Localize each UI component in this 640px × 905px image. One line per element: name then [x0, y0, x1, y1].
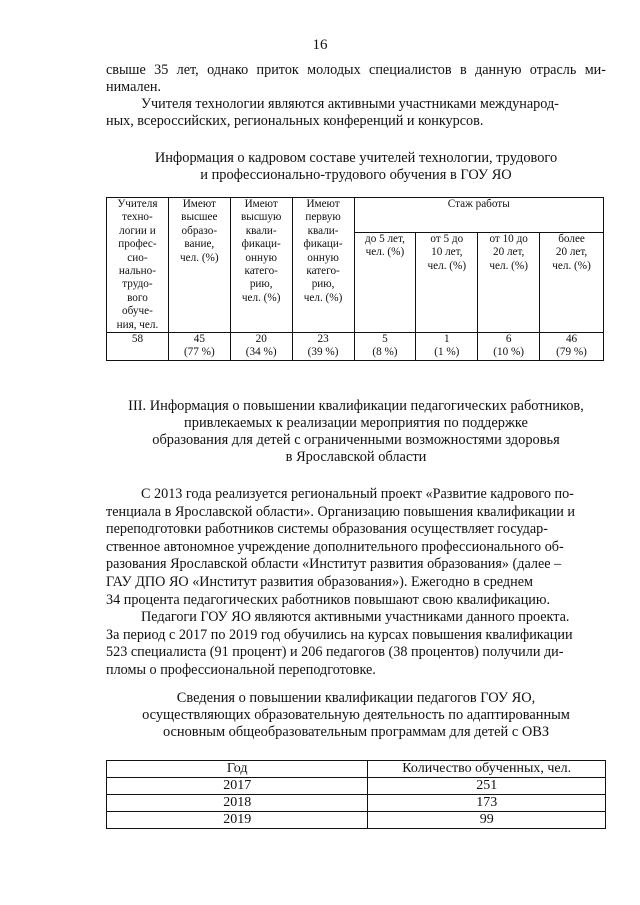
text-line: 34 процента педагогических работников повышают свою квалификацию.	[106, 591, 551, 608]
header-line: квали-	[245, 224, 277, 237]
table2-title	[100, 690, 612, 741]
header-line: чел. (%)	[180, 251, 219, 264]
header-line: логии и	[119, 224, 156, 237]
text-line: За период с 2017 по 2019 год обучились на курсах повышения квалификации	[106, 626, 573, 643]
title-line: и профессионально-трудового обучения в ГОУ ЯО	[200, 167, 512, 183]
table-cell	[107, 333, 169, 361]
cell-line: 6	[505, 333, 512, 346]
header-line: 10 лет,	[431, 246, 463, 259]
text-line: пломы о профессиональной переподготовке.	[106, 661, 376, 678]
section3-paragraph-1	[106, 486, 606, 680]
cell-line: 58	[131, 333, 144, 346]
header-line: от 5 до	[430, 232, 464, 245]
header-line: ния, чел.	[116, 318, 159, 331]
header-line: Имеют	[306, 198, 340, 210]
header-line: высшую	[241, 211, 282, 224]
text-line: С 2013 года реализуется региональный проект «Развитие кадрового по-	[141, 486, 574, 502]
cell-line: (79 %)	[556, 346, 587, 359]
table-cell	[354, 333, 416, 361]
header-line: онную	[307, 251, 339, 264]
text-line: нимален.	[106, 79, 162, 95]
header-line: Имеют	[244, 198, 278, 210]
header-year: Год	[107, 761, 368, 778]
cell-line: (1 %)	[434, 346, 460, 359]
header-line: квали-	[307, 224, 339, 237]
table-cell: 2018	[107, 795, 368, 812]
header-line: вание,	[184, 238, 215, 251]
table-header-row	[107, 761, 606, 778]
header-exp-5-10	[416, 232, 478, 332]
cell-line: (39 %)	[307, 346, 339, 359]
table-cell	[292, 333, 354, 361]
header-line: профес-	[118, 238, 157, 251]
header-line: Учителя	[117, 198, 158, 210]
header-line: Имеют	[182, 198, 216, 210]
header-line: образо-	[181, 224, 218, 237]
paragraph-1	[106, 62, 606, 96]
paragraph-2	[106, 96, 606, 113]
title-line: Сведения о повышении квалификации педагогов ГОУ ЯО,	[176, 690, 536, 706]
cell-line: 20	[255, 333, 267, 346]
header-line: чел. (%)	[241, 291, 281, 304]
title-line: Информация о кадровом составе учителей технологии, трудового	[154, 150, 558, 166]
table-cell	[416, 333, 478, 361]
header-line: катего-	[306, 265, 340, 278]
header-line: онную	[245, 251, 277, 264]
cell-line: 45	[193, 333, 205, 346]
header-teachers	[107, 198, 169, 333]
header-exp-over-20	[540, 232, 604, 332]
table-cell	[230, 333, 292, 361]
text-line: 523 специалиста (91 процент) и 206 педагогов (38 процентов) получили ди-	[106, 644, 564, 661]
page-number: 16	[312, 37, 328, 53]
intro-text	[106, 62, 606, 130]
title-line: привлекаемых к реализации мероприятия по поддержке	[184, 415, 528, 431]
text-line: Учителя технологии являются активными участниками международ-	[141, 96, 559, 112]
header-line: вого	[127, 291, 148, 304]
header-line: чел. (%)	[303, 291, 343, 304]
table-cell: 251	[368, 778, 606, 795]
header-line: до 5 лет,	[365, 232, 405, 245]
header-line: чел. (%)	[427, 259, 467, 272]
header-line: от 10 до	[489, 232, 528, 245]
title-line: III. Информация о повышении квалификации педагогических работников,	[128, 398, 584, 414]
section3-title	[100, 398, 612, 466]
header-line: катего-	[244, 265, 278, 278]
header-line: нально-	[118, 265, 156, 278]
header-work-experience	[354, 198, 604, 233]
paragraph-2-cont	[106, 113, 606, 130]
text-line: тенциала в Ярославской области». Организацию повышения квалификации и	[106, 503, 575, 520]
text-line: ственное автономное учреждение дополнительного профессионального об-	[106, 538, 564, 555]
header-line: высшее	[181, 211, 218, 224]
header-line: чел. (%)	[365, 246, 405, 259]
header-exp-10-20	[478, 232, 540, 332]
header-line: чел. (%)	[489, 259, 528, 272]
cell-line: 1	[444, 333, 450, 346]
cell-line: (77 %)	[183, 346, 215, 359]
title-line: в Ярославской области	[285, 449, 427, 465]
header-trained-count: Количество обученных, чел.	[368, 761, 606, 778]
header-line: 20 лет,	[492, 246, 525, 259]
header-exp-under-5	[354, 232, 416, 332]
table-cell	[168, 333, 230, 361]
table-cell	[540, 333, 604, 361]
header-line: более	[558, 232, 585, 245]
header-line: фикаци-	[303, 238, 343, 251]
text-line: ных, всероссийских, региональных конференций и конкурсов.	[106, 113, 484, 129]
title-line: основным общеобразовательным программам для детей с ОВЗ	[162, 724, 550, 740]
table-cell: 2019	[107, 812, 368, 829]
header-highest-category	[230, 198, 292, 333]
text-line: Педагоги ГОУ ЯО являются активными участниками данного проекта.	[141, 609, 570, 626]
header-line: 20 лет,	[555, 246, 588, 259]
cell-line: 5	[382, 333, 388, 346]
title-line: образования для детей с ограниченными возможностями здоровья	[152, 432, 560, 448]
table-cell: 173	[368, 795, 606, 812]
header-line: рию,	[249, 278, 273, 291]
cell-line: 23	[317, 333, 329, 346]
table-row	[107, 333, 604, 361]
table-cell: 99	[368, 812, 606, 829]
table-row	[107, 795, 606, 812]
title-line: осуществляющих образовательную деятельность по адаптированным	[142, 707, 570, 723]
cell-line: (10 %)	[493, 346, 525, 359]
table-row	[107, 778, 606, 795]
text-line: свыше 35 лет, однако приток молодых специалистов в данную отрасль ми-	[106, 62, 606, 78]
header-line: трудо-	[122, 278, 153, 291]
table1-title	[100, 150, 612, 184]
header-line: обуче-	[122, 305, 153, 318]
staff-table	[106, 197, 604, 361]
cell-line: (34 %)	[245, 346, 277, 359]
header-line: техно-	[122, 211, 153, 224]
header-line: фикаци-	[241, 238, 281, 251]
table-cell: 2017	[107, 778, 368, 795]
header-higher-education	[168, 198, 230, 333]
table-row	[107, 812, 606, 829]
header-line: рию,	[311, 278, 335, 291]
table-cell	[478, 333, 540, 361]
training-table	[106, 760, 606, 829]
text-line: разования Ярославской области «Институт развития образования» (далее –	[106, 556, 562, 573]
header-first-category	[292, 198, 354, 333]
header-line: Стаж работы	[447, 198, 510, 210]
header-line: чел. (%)	[552, 259, 591, 272]
header-line: сио-	[127, 251, 148, 264]
header-line: первую	[305, 211, 341, 224]
cell-line: (8 %)	[372, 346, 398, 359]
text-line: переподготовки работников системы образования осуществляет государ-	[106, 521, 548, 538]
text-line: ГАУ ДПО ЯО «Институт развития образования»). Ежегодно в среднем	[106, 573, 534, 590]
cell-line: 46	[565, 333, 578, 346]
